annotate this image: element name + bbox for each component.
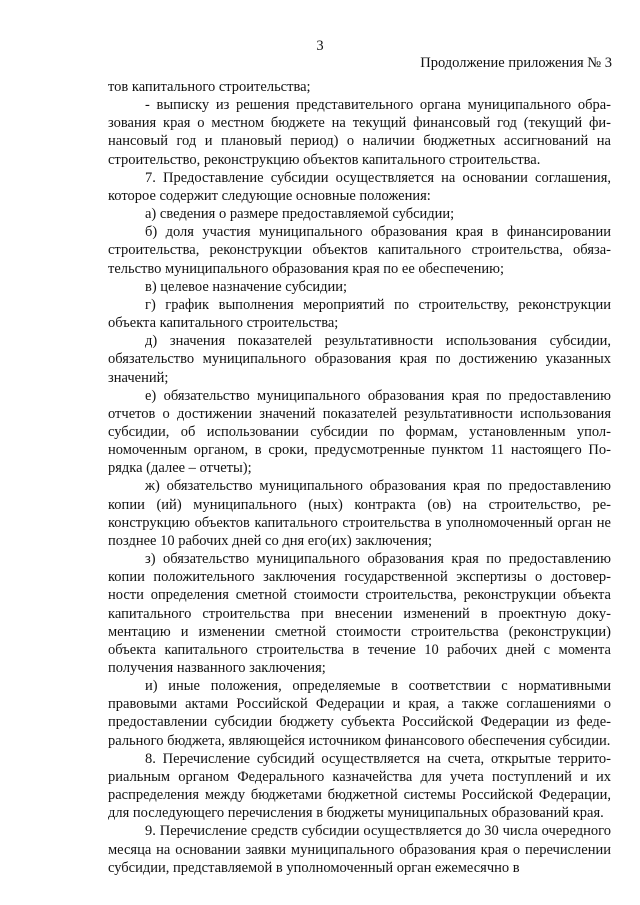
paragraph-7a: а) сведения о размере предоставляемой субсидии;: [145, 206, 455, 223]
page-number: 3: [316, 38, 324, 54]
paragraph-7d: д) значения показателей результативности использования субсидии, обязательство муниципального образования края по достижению указанных значений;: [108, 333, 611, 386]
document-body: [108, 78, 611, 877]
paragraph-7v: в) целевое назначение субсидии;: [145, 278, 348, 295]
continuation-header: Продолжение приложения № 3: [420, 55, 612, 71]
paragraph-7e: е) обязательство муниципального образования края по предоставлению отчетов о достижении значений показателей результативности использования субсидии, об использовании субсидии по формам, установленным уполномоченным органом, в сроки, предусмотренные пунктом 11 настоящего Порядка (далее – отчеты);: [108, 387, 611, 477]
paragraph-7z: з) обязательство муниципального образования края по предоставлению копии положительного заключения государственной экспертизы о достоверности определения сметной стоимости строительства, реконструкции объекта капитального строительства при внесении изменений в проектную документацию и изменении сметной стоимости строительства (реконструкции) объекта капитального строительства в течение 10 рабочих дней с момента получения названного заключения;: [108, 551, 611, 676]
paragraph-7b: б) доля участия муниципального образования края в финансировании строительства, реконструкции объектов капитального строительства, обязательство муниципального образования края по ее обеспечению;: [108, 224, 611, 277]
paragraph-item-8: 8. Перечисление субсидий осуществляется на счета, открытые территориальным органом Федерального казначейства для учета поступлений и их распределения между бюджетами бюджетной системы Российской Федерации, для последующего перечисления в бюджеты муниципальных образований края.: [108, 750, 611, 822]
paragraph-7g: г) график выполнения мероприятий по строительству, реконструкции объекта капитального строительства;: [108, 296, 611, 332]
paragraph-item-9: 9. Перечисление средств субсидии осуществляется до 30 числа очередного месяца на основании заявки муниципального образования края о перечислении субсидии, представляемой в уполномоченный орган ежемесячно в: [108, 823, 611, 876]
paragraph-extract-decision: - выписку из решения представительного органа муниципального образования края о местном бюджете на текущий финансовый год (текущий финансовый год и плановый период) о наличии бюджетных ассигнований на строительство, реконструкцию объектов капитального строительства.: [108, 97, 611, 168]
paragraph-7zh: ж) обязательство муниципального образования края по предоставлению копии (ий) муниципального (ных) контракта (ов) на строительство, реконструкцию объектов капитального строительства в уполномоченный орган не позднее 10 рабочих дней со дня его(их) заключения;: [108, 478, 611, 549]
paragraph-item-7: 7. Предоставление субсидии осуществляется на основании соглашения, которое содержит следующие основные положения:: [108, 169, 611, 204]
paragraph-continuation: тов капитального строительства;: [108, 79, 311, 95]
paragraph-7i: и) иные положения, определяемые в соответствии с нормативными правовыми актами Российской Федерации и края, а также соглашениями о предоставлении субсидии бюджету субъекта Российской Федерации из федерального бюджета, являющейся источником финансового обеспечения субсидии.: [108, 678, 611, 749]
